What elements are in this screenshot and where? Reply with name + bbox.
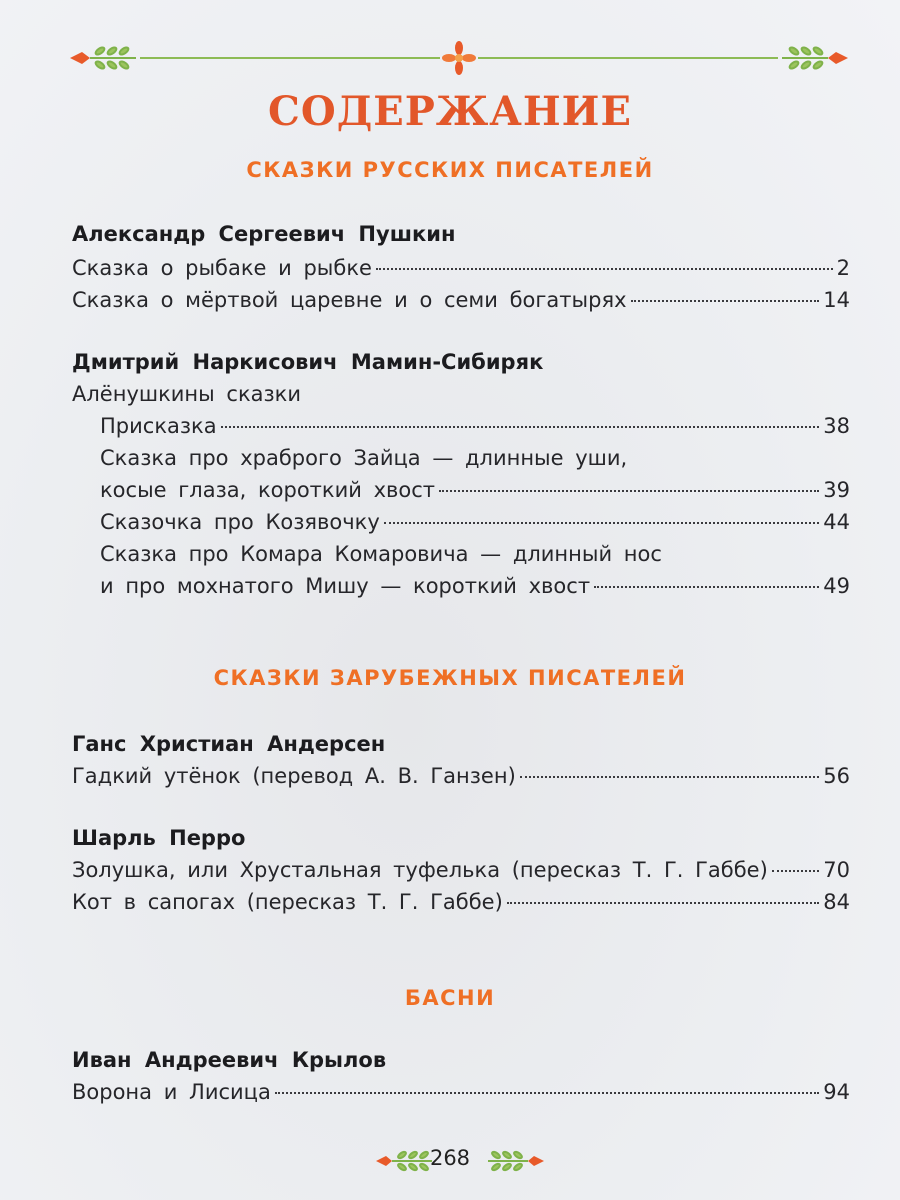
toc-entry-page: 70 xyxy=(823,858,850,882)
toc-entry[interactable] xyxy=(72,858,850,882)
toc-entry[interactable] xyxy=(72,256,850,280)
toc-entry-title: Кот в сапогах (пересказ Т. Г. Габбе) xyxy=(72,890,503,914)
author-perrault: Шарль Перро xyxy=(72,826,246,850)
toc-entry-page: 49 xyxy=(823,574,850,598)
page-number: 268 xyxy=(429,1146,471,1170)
dot-leader xyxy=(520,776,819,778)
dot-leader xyxy=(221,426,820,428)
toc-entry-page: 2 xyxy=(836,256,850,280)
dot-leader xyxy=(594,586,819,588)
toc-entry-title-line1[interactable]: Сказка про храброго Зайца — длинные уши, xyxy=(100,446,628,470)
author-krylov: Иван Андреевич Крылов xyxy=(72,1048,387,1072)
toc-entry-title: Присказка xyxy=(100,414,217,438)
toc-entry[interactable] xyxy=(72,890,850,914)
toc-entry-page: 44 xyxy=(823,510,850,534)
dot-leader xyxy=(772,870,819,872)
toc-entry-title: Сказочка про Козявочку xyxy=(100,510,380,534)
section-heading-russian: СКАЗКИ РУССКИХ ПИСАТЕЛЕЙ xyxy=(246,158,654,182)
toc-entry-title: Золушка, или Хрустальная туфелька (пересказ Т. Г. Габбе) xyxy=(72,858,768,882)
toc-entry-title: Сказка о мёртвой царевне и о семи богатырях xyxy=(72,288,627,312)
toc-entry[interactable] xyxy=(72,764,850,788)
toc-entry-title: Сказка о рыбаке и рыбке xyxy=(72,256,372,280)
toc-entry-page: 38 xyxy=(823,414,850,438)
toc-entry-page: 84 xyxy=(823,890,850,914)
toc-entry-title: Гадкий утёнок (перевод А. В. Ганзен) xyxy=(72,764,516,788)
author-andersen: Ганс Христиан Андерсен xyxy=(72,732,386,756)
top-ornament xyxy=(66,40,852,76)
toc-entry[interactable] xyxy=(100,574,850,598)
toc-entry[interactable] xyxy=(72,1080,850,1104)
dot-leader xyxy=(376,268,833,270)
page-title: СОДЕРЖАНИЕ xyxy=(268,88,632,135)
dot-leader xyxy=(631,300,820,302)
toc-entry[interactable] xyxy=(72,288,850,312)
author-pushkin: Александр Сергеевич Пушкин xyxy=(72,222,456,246)
author-mamin-sibiryak: Дмитрий Наркисович Мамин-Сибиряк xyxy=(72,350,544,374)
toc-entry-title: и про мохнатого Мишу — короткий хвост xyxy=(100,574,591,598)
dot-leader xyxy=(384,522,820,524)
dot-leader xyxy=(507,902,819,904)
section-heading-foreign: СКАЗКИ ЗАРУБЕЖНЫХ ПИСАТЕЛЕЙ xyxy=(213,666,687,690)
toc-entry[interactable] xyxy=(100,414,850,438)
dot-leader xyxy=(275,1092,819,1094)
toc-entry-page: 94 xyxy=(823,1080,850,1104)
toc-entry-page: 56 xyxy=(823,764,850,788)
toc-entry-page: 14 xyxy=(823,288,850,312)
dot-leader xyxy=(439,490,819,492)
center-flower-ornament-icon xyxy=(442,41,476,75)
toc-entry[interactable] xyxy=(100,510,850,534)
toc-entry-title: косые глаза, короткий хвост xyxy=(100,478,435,502)
toc-entry-page: 39 xyxy=(823,478,850,502)
toc-entry-title: Ворона и Лисица xyxy=(72,1080,271,1104)
toc-entry-title-line1[interactable]: Сказка про Комара Комаровича — длинный нос xyxy=(100,542,662,566)
toc-entry[interactable] xyxy=(100,478,850,502)
collection-title: Алёнушкины сказки xyxy=(72,382,301,406)
section-heading-fables: БАСНИ xyxy=(404,986,496,1010)
